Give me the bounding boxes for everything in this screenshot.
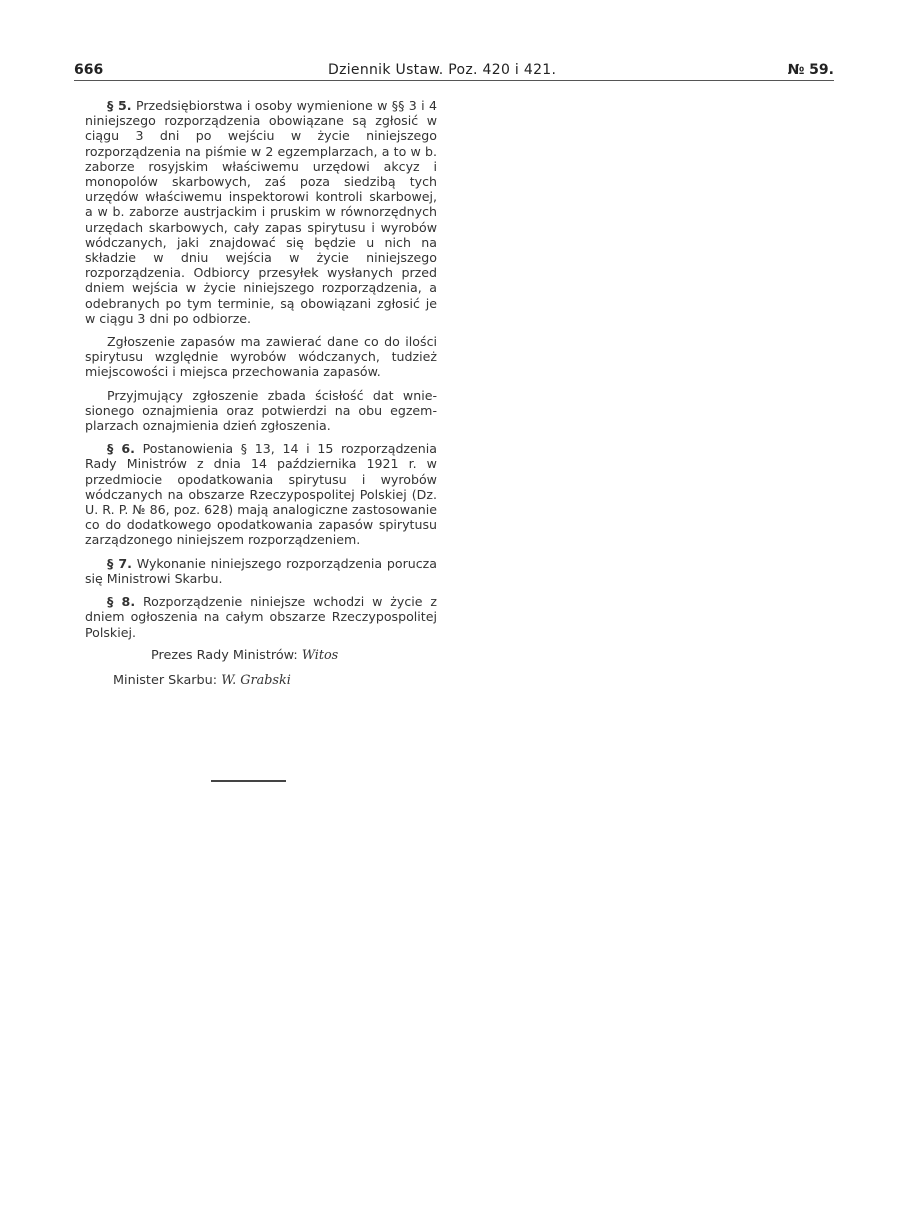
- paragraph-text: Wykonanie niniejszego rozporządzenia porucza się Ministrowi Skarbu.: [85, 555, 437, 586]
- issue-number: № 59.: [787, 62, 834, 78]
- paragraph-section-8: [85, 594, 437, 640]
- section-mark: § 8.: [107, 594, 136, 610]
- paragraph-section-5: [85, 98, 437, 326]
- signature-prime-minister: [85, 648, 437, 664]
- journal-title: Dziennik Ustaw. Poz. 420 i 421.: [328, 62, 557, 78]
- section-mark: § 6.: [107, 441, 135, 457]
- signature-name: Witos: [301, 647, 339, 663]
- paragraph-text: Przedsiębiorstwa i osoby wymienione w §§ 3 i 4 niniejszego rozporządzenia obowiązane są zgłosić w ciągu 3 dni po wejściu w życie niniejszego rozporządzenia na piśmie w 2 egzemplarzach, a to w b. zaborze rosyjskim właściwemu urzędowi akcyz i monopolów skarbowych, zaś poza siedzibą tych urzędów właściwemu inspektorowi kontroli skarbowej, a w b. zaborze austrjackim i pruskim w równorzędnych urzędach skarbowych, cały zapas spirytusu i wyrobów wódczanych, jaki znajdować się będzie u nich na składzie w dniu wejścia w życie niniejszego rozporządzenia. Odbiorcy przesyłek wysłanych przed dniem wejścia w życie niniejszego rozporządzenia, a odebranych po tym terminie, są obowiązani zgłosić je w ciągu 3 dni po odbiorze.: [85, 98, 437, 326]
- signature-name: W. Grabski: [221, 672, 291, 688]
- signature-treasury-minister: [85, 673, 437, 689]
- paragraph-text: Przyjmujący zgłoszenie zbada ścisłość dat wniesionego oznajmienia oraz potwierdzi na obu egzemplarzach oznajmienia dzień zgłoszenia.: [85, 387, 437, 434]
- paragraph-verification: [85, 388, 437, 434]
- signature-role: Prezes Rady Ministrów:: [151, 647, 298, 663]
- section-mark: § 5.: [107, 98, 132, 113]
- paragraph-text: Rozporządzenie niniejsze wchodzi w życie z dniem ogłoszenia na całym obszarze Rzeczypospolitej Polskiej.: [85, 594, 437, 640]
- end-divider: [211, 780, 286, 782]
- paragraph-section-6: [85, 441, 437, 547]
- header-rule: [74, 80, 834, 81]
- section-mark: § 7.: [107, 555, 132, 571]
- paragraph-section-7: [85, 556, 437, 586]
- paragraph-declaration-contents: [85, 334, 437, 380]
- page-header: [74, 62, 834, 80]
- text-column: [85, 98, 437, 689]
- paragraph-text: Postanowienia § 13, 14 i 15 rozporządzenia Rady Ministrów z dnia 14 października 1921 r. w przedmiocie opodatkowania spirytusu i wyrobów wódczanych na obszarze Rzeczypospolitej Polskiej (Dz. U. R. P. № 86, poz. 628) mają analogiczne zastosowanie co do dodatkowego opodatkowania zapasów spirytusu zarządzonego niniejszem rozporządzeniem.: [85, 441, 437, 548]
- signature-role: Minister Skarbu:: [113, 672, 218, 688]
- paragraph-text: Zgłoszenie zapasów ma zawierać dane co do ilości spirytusu względnie wyrobów wódczanych, tudzież miejscowości i miejsca przechowania zapasów.: [85, 334, 437, 380]
- page-number: 666: [74, 62, 104, 78]
